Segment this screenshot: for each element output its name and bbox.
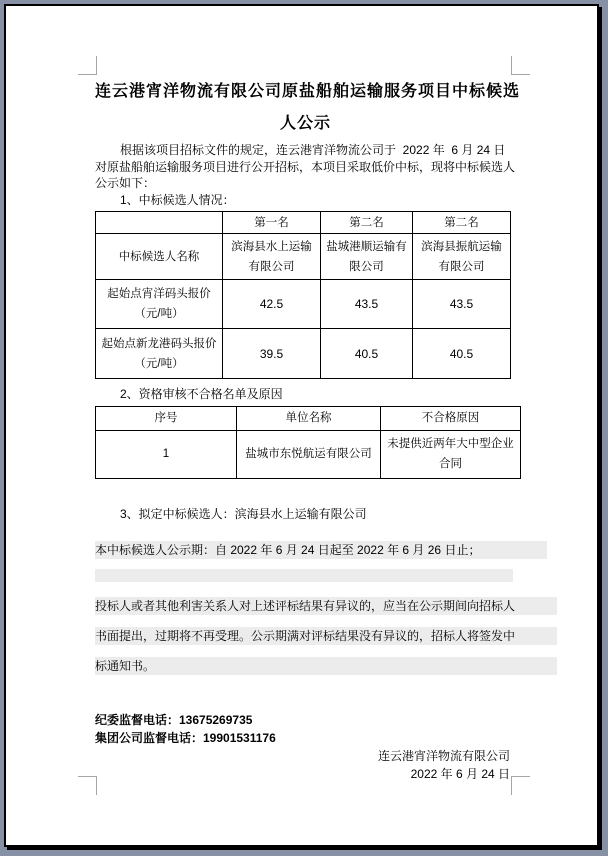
title-line-2: 人公示 xyxy=(279,115,331,132)
margin-crop-mark-top-right xyxy=(511,56,530,75)
title-line-1: 连云港宵洋物流有限公司原盐船舶运输服务项目中标候选 xyxy=(95,83,521,100)
price-value: 43.5 xyxy=(321,280,413,329)
intro-line-1: 根据该项目招标文件的规定，连云港宵洋物流公司于 2022 年 6 月 24 日 xyxy=(120,143,506,157)
header-cell-no: 序号 xyxy=(96,406,237,430)
section2-heading: 2、资格审核不合格名单及原因 xyxy=(120,387,283,401)
publicity-period-line: 本中标候选人公示期：自 2022 年 6 月 24 日起至 2022 年 6 月 26 日止； xyxy=(95,541,547,559)
intro-line-3: 公示如下： xyxy=(95,176,156,190)
margin-crop-mark-top-left xyxy=(78,56,97,75)
table-header-row xyxy=(96,406,521,430)
document-page xyxy=(4,4,599,847)
disqualified-no: 1 xyxy=(96,430,237,478)
disqualified-bidders-table xyxy=(95,406,521,479)
objection-paragraph xyxy=(95,597,516,675)
price-value: 39.5 xyxy=(223,329,321,379)
table-row-xiaoyang-price xyxy=(96,280,511,329)
row-label: 起始点新龙港码头报价（元/吨） xyxy=(96,329,223,379)
header-cell-rank-3: 第二名 xyxy=(413,212,511,234)
price-value: 40.5 xyxy=(321,329,413,379)
document-content xyxy=(95,76,521,783)
header-cell-empty xyxy=(96,212,223,234)
signature-date: 2022 年 6 月 24 日 xyxy=(410,767,510,781)
intro-line-2: 对原盐船舶运输服务项目进行公开招标，本项目采取低价中标，现将中标候选人 xyxy=(95,159,516,174)
disqualified-reason: 未提供近两年大中型企业合同 xyxy=(381,430,521,478)
price-value: 40.5 xyxy=(413,329,511,379)
candidate-name-2: 盐城港顺运输有限公司 xyxy=(321,234,413,280)
table-row-disqualified xyxy=(96,430,521,478)
signature-block xyxy=(95,747,510,783)
objection-line-3: 标通知书。 xyxy=(95,657,557,675)
empty-highlight-line xyxy=(95,569,513,582)
document-title xyxy=(95,76,521,140)
candidate-name-3: 滨海县振航运输有限公司 xyxy=(413,234,511,280)
table-header-row xyxy=(96,212,511,234)
header-cell-reason: 不合格原因 xyxy=(381,406,521,430)
header-cell-rank-2: 第二名 xyxy=(321,212,413,234)
section1-heading: 1、中标候选人情况： xyxy=(120,192,235,207)
table-row-xinlonggang-price xyxy=(96,329,511,379)
intro-paragraph xyxy=(95,142,516,192)
discipline-phone-line: 纪委监督电话：13675269735 xyxy=(95,713,253,727)
bid-candidates-table xyxy=(95,211,511,379)
candidate-name-1: 滨海县水上运输有限公司 xyxy=(223,234,321,280)
supervision-phones xyxy=(95,711,516,747)
disqualified-company: 盐城市东悦航运有限公司 xyxy=(237,430,381,478)
section3-heading: 3、拟定中标候选人：滨海县水上运输有限公司 xyxy=(120,506,367,521)
objection-line-2: 书面提出，过期将不再受理。公示期满对评标结果没有异议的，招标人将签发中 xyxy=(95,627,557,645)
table-row-candidate-names xyxy=(96,234,511,280)
price-value: 43.5 xyxy=(413,280,511,329)
row-label: 中标候选人名称 xyxy=(96,234,223,280)
header-cell-company: 单位名称 xyxy=(237,406,381,430)
row-label: 起始点宵洋码头报价（元/吨） xyxy=(96,280,223,329)
signature-company: 连云港宵洋物流有限公司 xyxy=(377,749,510,763)
group-phone-line: 集团公司监督电话：19901531176 xyxy=(95,731,276,745)
objection-line-1: 投标人或者其他利害关系人对上述评标结果有异议的，应当在公示期间向招标人 xyxy=(95,597,557,615)
header-cell-rank-1: 第一名 xyxy=(223,212,321,234)
price-value: 42.5 xyxy=(223,280,321,329)
